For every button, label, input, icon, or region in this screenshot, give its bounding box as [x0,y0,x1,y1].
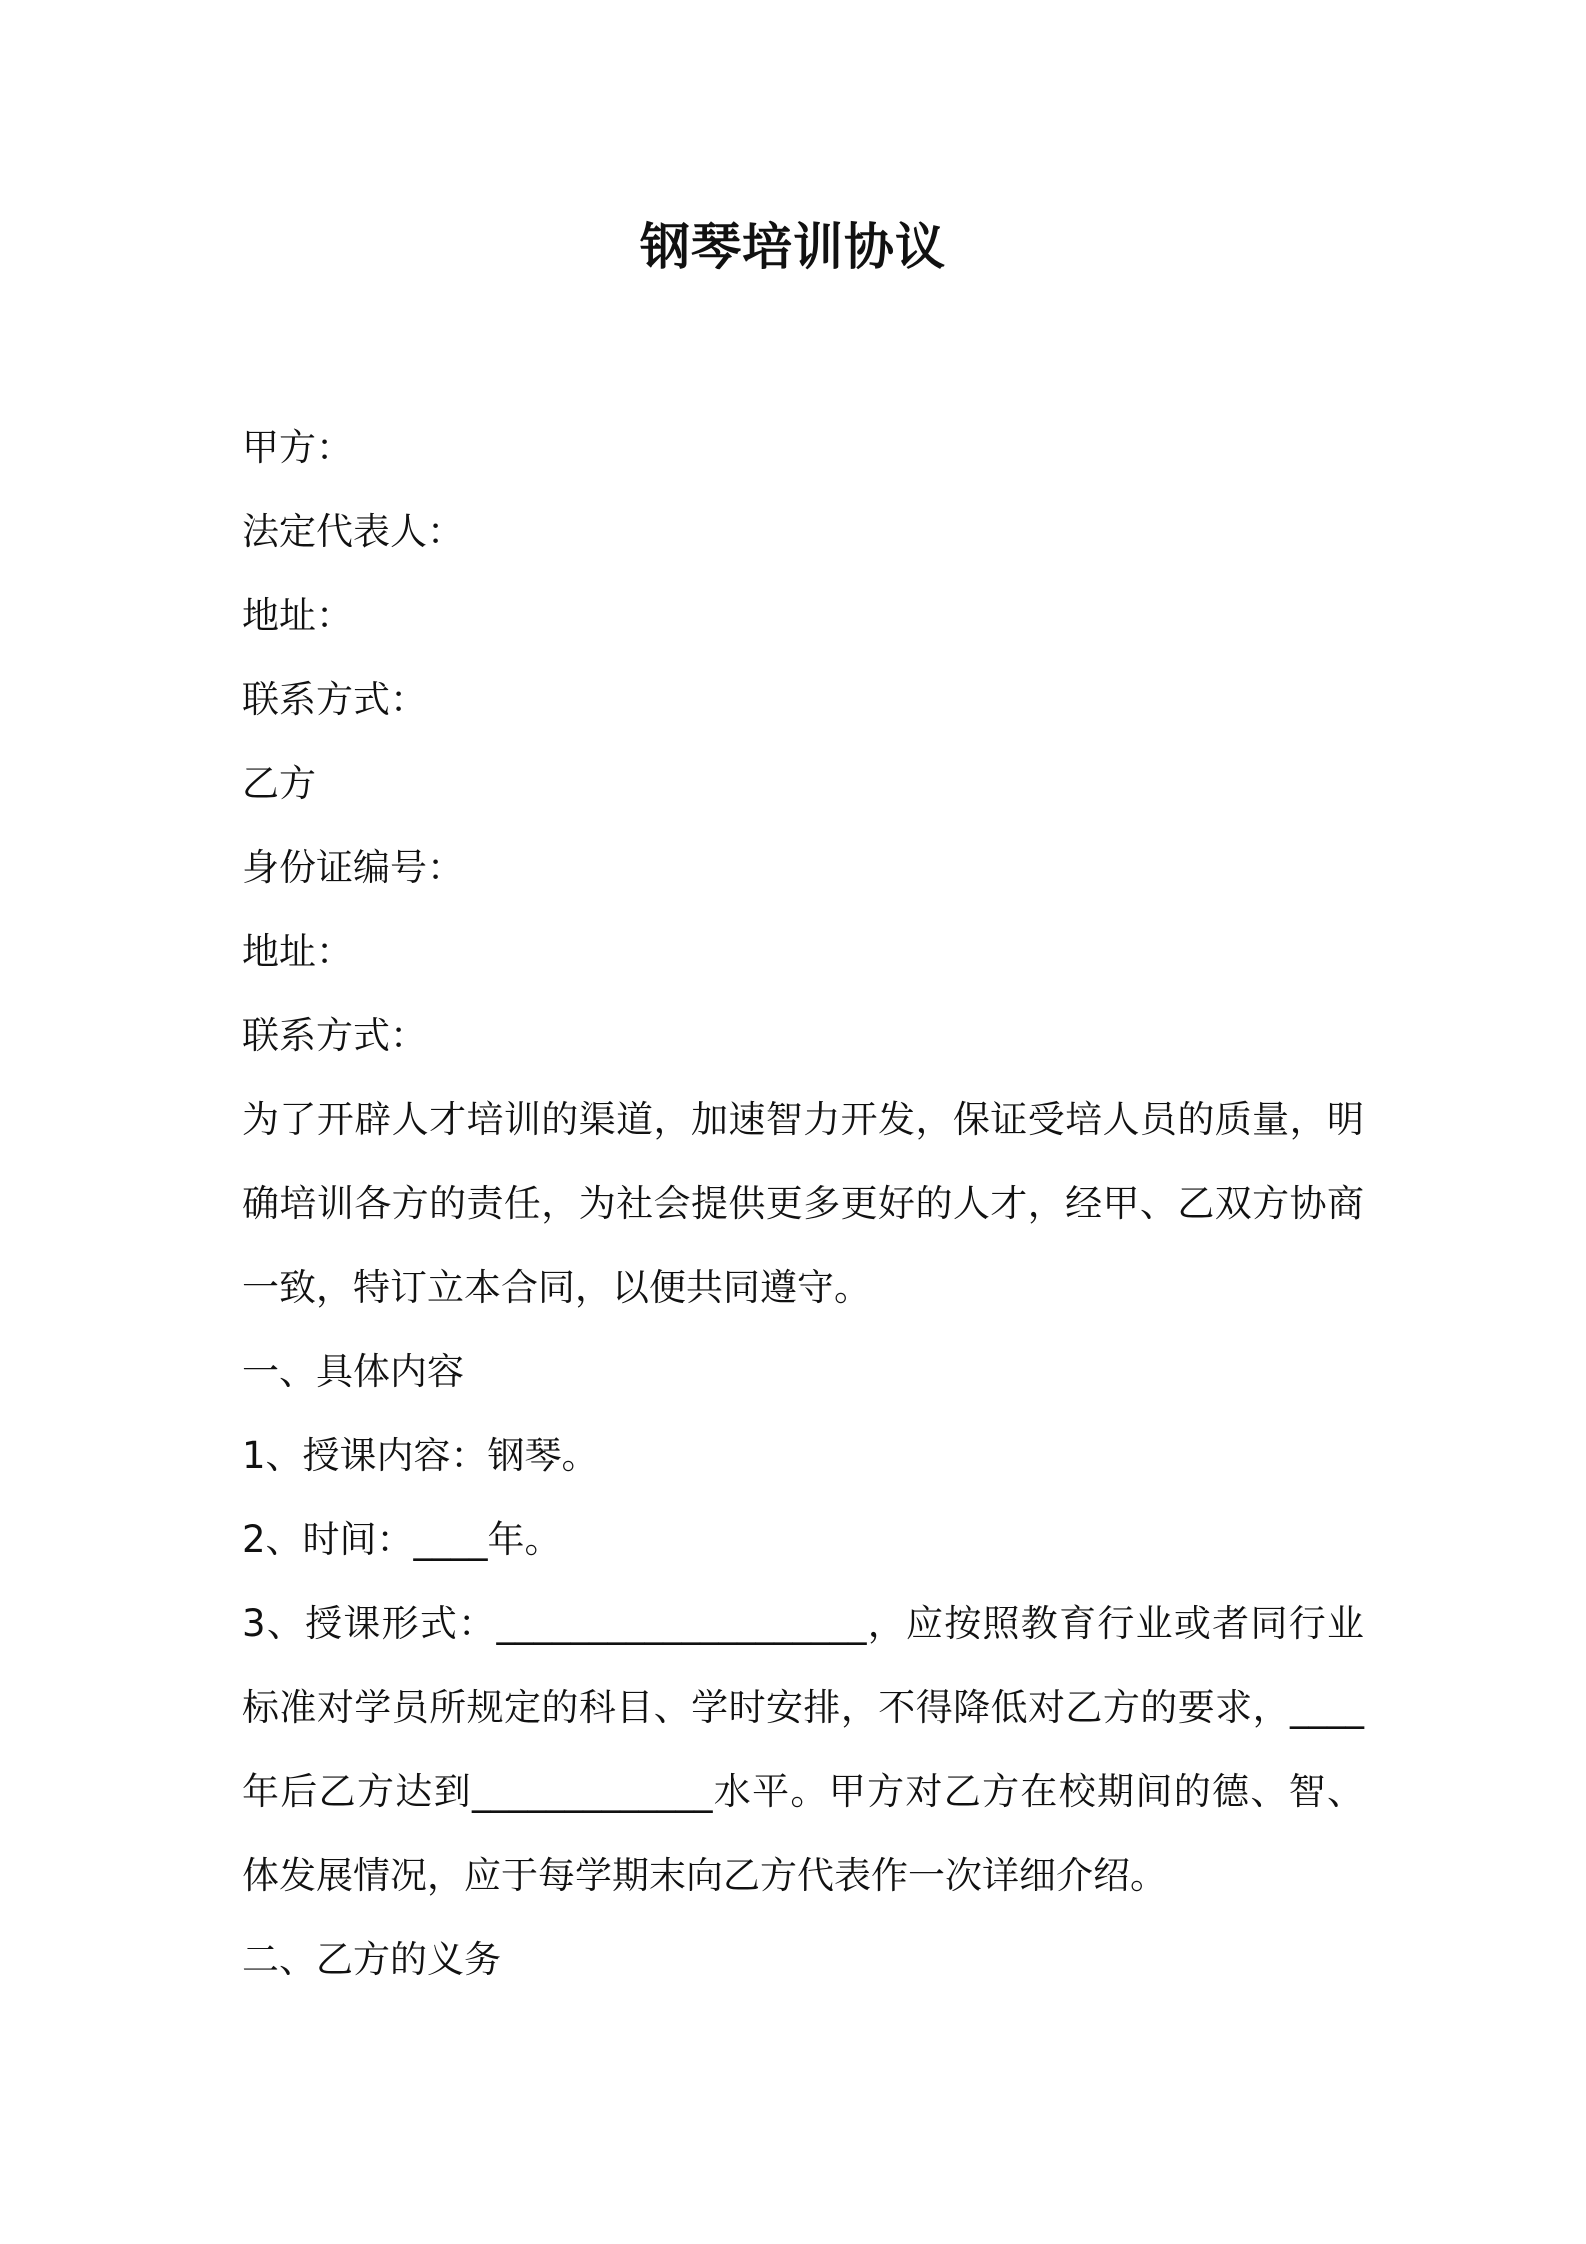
document-body [242,406,1364,2002]
party-b-address-label: 地址： [242,930,353,973]
party-b-id-label: 身份证编号： [242,846,464,889]
section-1-item-1: 1、授课内容：钢琴。 [242,1434,599,1477]
section-1-heading: 一、具体内容 [242,1350,464,1393]
party-a-contact-label: 联系方式： [242,678,427,721]
party-a-address-label: 地址： [242,594,353,637]
party-a-legal-rep-label: 法定代表人： [242,510,464,553]
section-2-heading: 二、乙方的义务 [242,1938,501,1981]
party-a-label: 甲方： [242,426,353,469]
party-b-contact-label: 联系方式： [242,1014,427,1057]
intro-paragraph: 为了开辟人才培训的渠道，加速智力开发，保证受培人员的质量，明确培训各方的责任，为社会提供更多更好的人才，经甲、乙双方协商一致，特订立本合同，以便共同遵守。 [242,1098,1364,1309]
party-b-label: 乙方 [242,762,316,805]
section-1-item-2: 2、时间：____年。 [242,1518,562,1561]
document-title: 钢琴培训协议 [640,218,946,276]
section-1-item-3: 3、授课形式：____________________，应按照教育行业或者同行业标准对学员所规定的科目、学时安排，不得降低对乙方的要求，____年后乙方达到_____________水平。甲方对乙方在校期间的德、智、体发展情况，应于每学期末向乙方代表作一次详细介绍。 [242,1602,1364,1897]
